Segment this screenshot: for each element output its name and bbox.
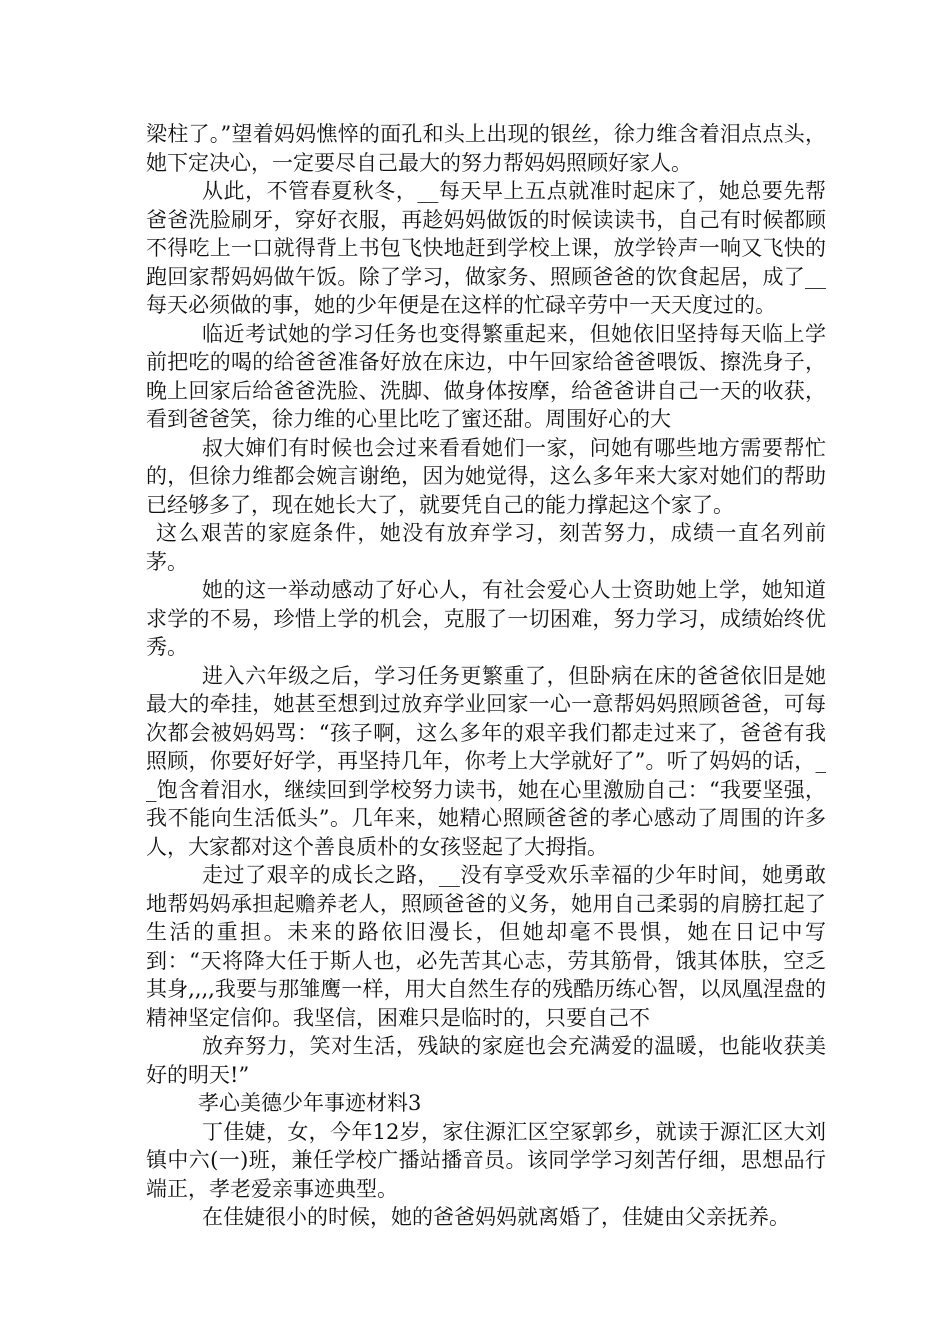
- paragraph-exam-period: 临近考试她的学习任务也变得繁重起来，但她依旧坚持每天临上学前把吃的喝的给爸爸准备好放在床边，中午回家给爸爸喂饭、擦洗身子，晚上回家后给爸爸洗脸、洗脚、做身体按摩，给爸爸讲自己一天的收获，看到爸爸笑，徐力维的心里比吃了蜜还甜。周围好心的大: [146, 321, 826, 431]
- paragraph-daily-routine: 从此，不管春夏秋冬，__每天早上五点就准时起床了，她总要先帮爸爸洗脸刷牙，穿好衣服，再趁妈妈做饭的时候读读书，自己有时候都顾不得吃上一口就得背上书包飞快地赶到学校上课，放学铃声一响又飞快的跑回家帮妈妈做午饭。除了学习，做家务、照顾爸爸的饮食起居，成了__每天必须做的事，她的少年便是在这样的忙碌辛劳中一天天度过的。: [146, 179, 826, 317]
- document-body: [146, 120, 826, 1232]
- paragraph-sponsorship: 她的这一举动感动了好心人，有社会爱心人士资助她上学，她知道求学的不易，珍惜上学的机会，克服了一切困难，努力学习，成绩始终优秀。: [146, 578, 826, 659]
- paragraph-introduction: 丁佳婕，女，今年12岁，家住源汇区空冢郭乡，就读于源汇区大刘镇中六(一)班，兼任学校广播站播音员。该同学学习刻苦仔细，思想品行端正，孝老爱亲事迹典型。: [146, 1119, 826, 1201]
- paragraph-hope: 放弃努力，笑对生活，残缺的家庭也会充满爱的温暖，也能收获美好的明天!”: [146, 1034, 826, 1087]
- paragraph-neighbors: 叔大婶们有时候也会过来看看她们一家，问她有哪些地方需要帮忙的，但徐力维都会婉言谢绝，因为她觉得，这么多年来大家对她们的帮助已经够多了，现在她长大了，就要凭自己的能力撑起这个家了。: [146, 435, 826, 517]
- paragraph-hardship: 这么艰苦的家庭条件，她没有放弃学习，刻苦努力，成绩一直名列前茅。: [146, 521, 826, 574]
- section-title: 孝心美德少年事迹材料3: [198, 1091, 422, 1115]
- paragraph-continuation: 梁柱了。”望着妈妈憔悴的面孔和头上出现的银丝，徐力维含着泪点点头，她下定决心，一定要尽自己最大的努力帮妈妈照顾好家人。: [146, 122, 826, 175]
- paragraph-sixth-grade: 进入六年级之后，学习任务更繁重了，但卧病在床的爸爸依旧是她最大的牵挂，她甚至想到过放弃学业回家一心一意帮妈妈照顾爸爸，可每次都会被妈妈骂：“孩子啊，这么多年的艰辛我们都走过来了，爸爸有我照顾，你要好好学，再坚持几年，你考上大学就好了”。听了妈妈的话，__饱含着泪水，继续回到学校努力读书，她在心里激励自己：“我要坚强，我不能向生活低头”。几年来，她精心照顾爸爸的孝心感动了周围的许多人，大家都对这个善良质朴的女孩竖起了大拇指。: [146, 663, 826, 859]
- paragraph-growth-path: 走过了艰辛的成长之路，__没有享受欢乐幸福的少年时间，她勇敢地帮妈妈承担起赡养老人，照顾爸爸的义务，她用自己柔弱的肩膀扛起了生活的重担。未来的路依旧漫长，但她却毫不畏惧，她在日记中写到：“天将降大任于斯人也，必先苦其心志，劳其筋骨，饿其体肤，空乏其身,,,,我要与那雏鹰一样，用大自然生存的残酷历练心智，以凤凰涅盘的精神坚定信仰。我坚信，困难只是临时的，只要自己不: [146, 863, 826, 1030]
- paragraph-family-background: 在佳婕很小的时候，她的爸爸妈妈就离婚了，佳婕由父亲抚养。: [202, 1205, 790, 1229]
